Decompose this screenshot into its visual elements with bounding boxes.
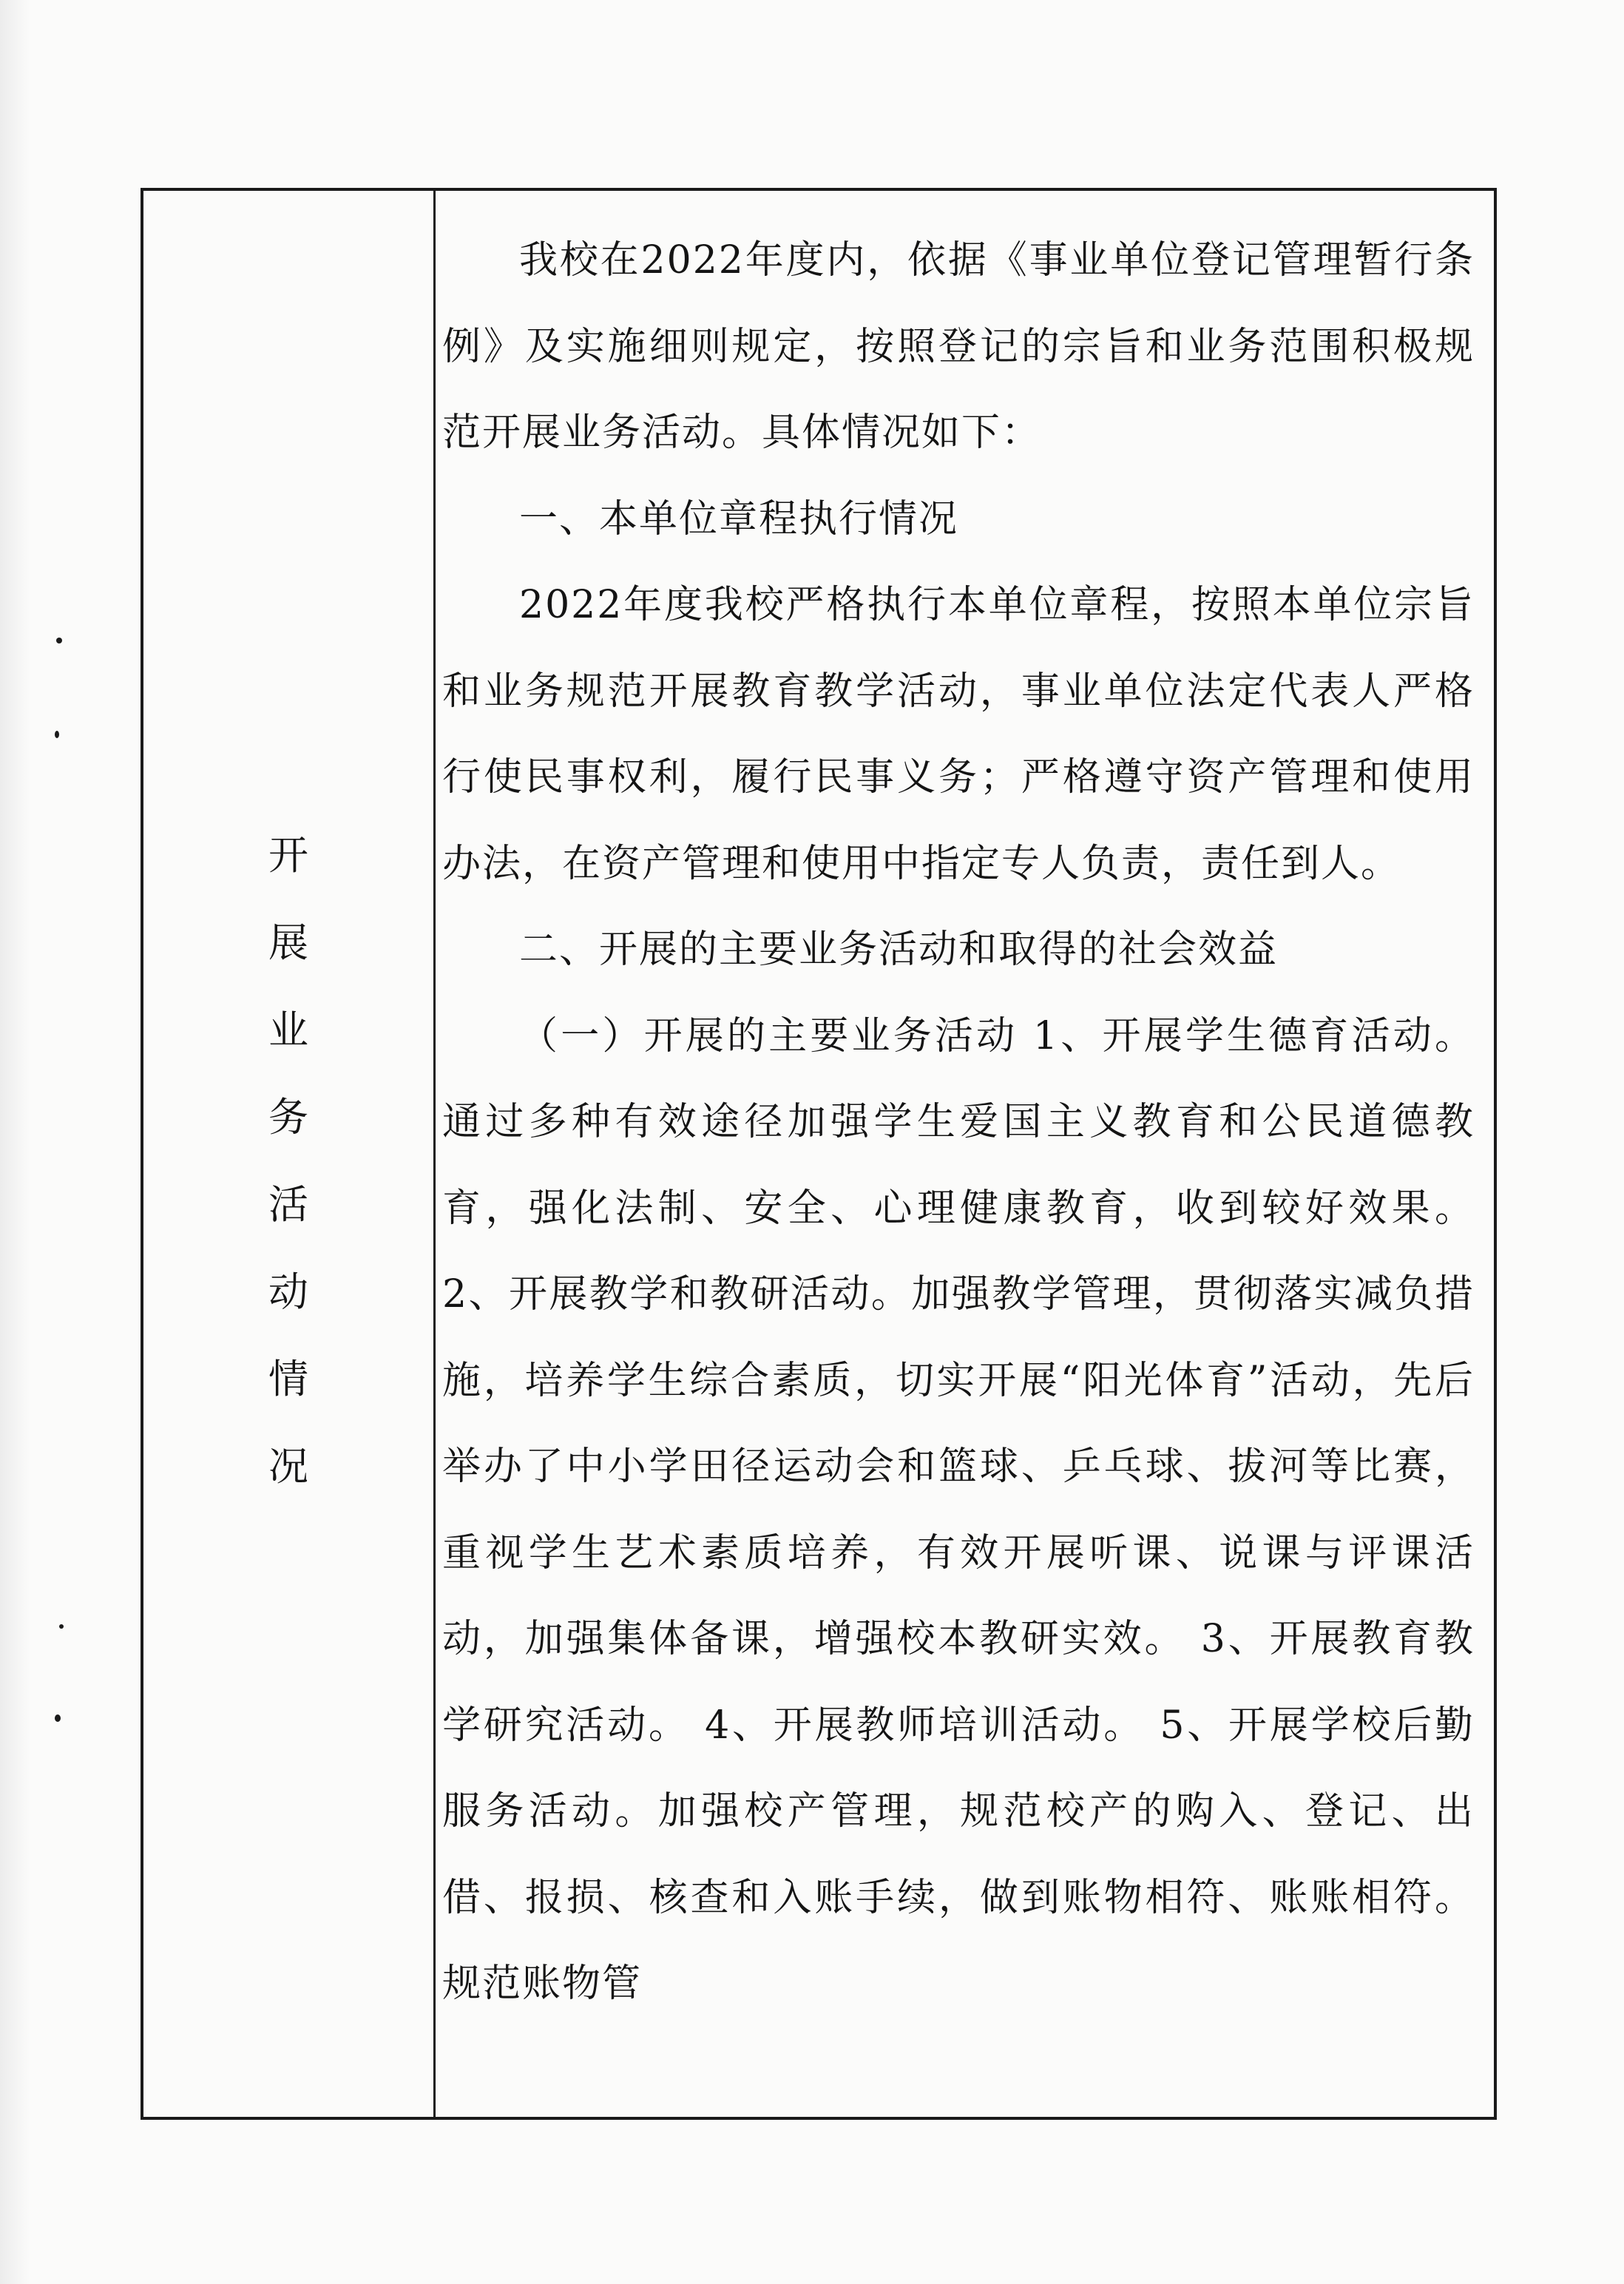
- row-label-char: 况: [268, 1443, 308, 1490]
- row-label-char: 务: [268, 1094, 308, 1141]
- section1-heading: 一、本单位章程执行情况: [519, 496, 959, 541]
- row-label-char: 情: [268, 1356, 308, 1402]
- section2-paragraph: （一）开展的主要业务活动 1、开展学生德育活动。通过多种有效途径加强学生爱国主义教育和公民道德教育，强化法制、安全、心理健康教育，收到较好效果。 2、开展教学和教研活动。加强教学管理，贯彻落实减负措施，培养学生综合素质，切实开展“阳光体育”活动，先后举办了中小学田径运动会和篮球、乒乓球、拔河等比赛，重视学生艺术素质培养，有效开展听课、说课与评课活动，加强集体备课，增强校本教研实效。 3、开展教育教学研究活动。 4、开展教师培训活动。 5、开展学校后勤服务活动。加强校产管理，规范校产的购入、登记、出借、报损、核查和入账手续，做到账物相符、账账相符。规范账物管: [442, 1013, 1475, 2006]
- section2-heading: 二、开展的主要业务活动和取得的社会效益: [519, 928, 1279, 972]
- scan-edge-shadow: [0, 0, 30, 2284]
- row-label-char: 业: [268, 1007, 308, 1053]
- scan-speck: [55, 1714, 61, 1722]
- document-table: [141, 188, 1497, 2120]
- column-divider: [433, 191, 436, 2117]
- row-label-char: 开: [268, 832, 308, 879]
- scan-speck: [59, 1624, 64, 1629]
- section1-paragraph: 2022年度我校严格执行本单位章程，按照本单位宗旨和业务规范开展教育教学活动，事业单位法定代表人严格行使民事权利，履行民事义务；严格遵守资产管理和使用办法，在资产管理和使用中指定专人负责，责任到人。: [442, 583, 1475, 886]
- row-label-vertical: [143, 812, 433, 1510]
- scan-speck: [55, 731, 59, 738]
- intro-paragraph: 我校在2022年度内，依据《事业单位登记管理暂行条例》及实施细则规定，按照登记的宗旨和业务范围积极规范开展业务活动。具体情况如下：: [442, 238, 1475, 455]
- row-label-char: 展: [268, 919, 308, 966]
- scan-speck: [56, 638, 62, 643]
- row-label-char: 活: [268, 1181, 308, 1228]
- content-cell: [442, 217, 1475, 2027]
- row-label-char: 动: [268, 1268, 308, 1315]
- row-label-cell: [143, 191, 433, 2117]
